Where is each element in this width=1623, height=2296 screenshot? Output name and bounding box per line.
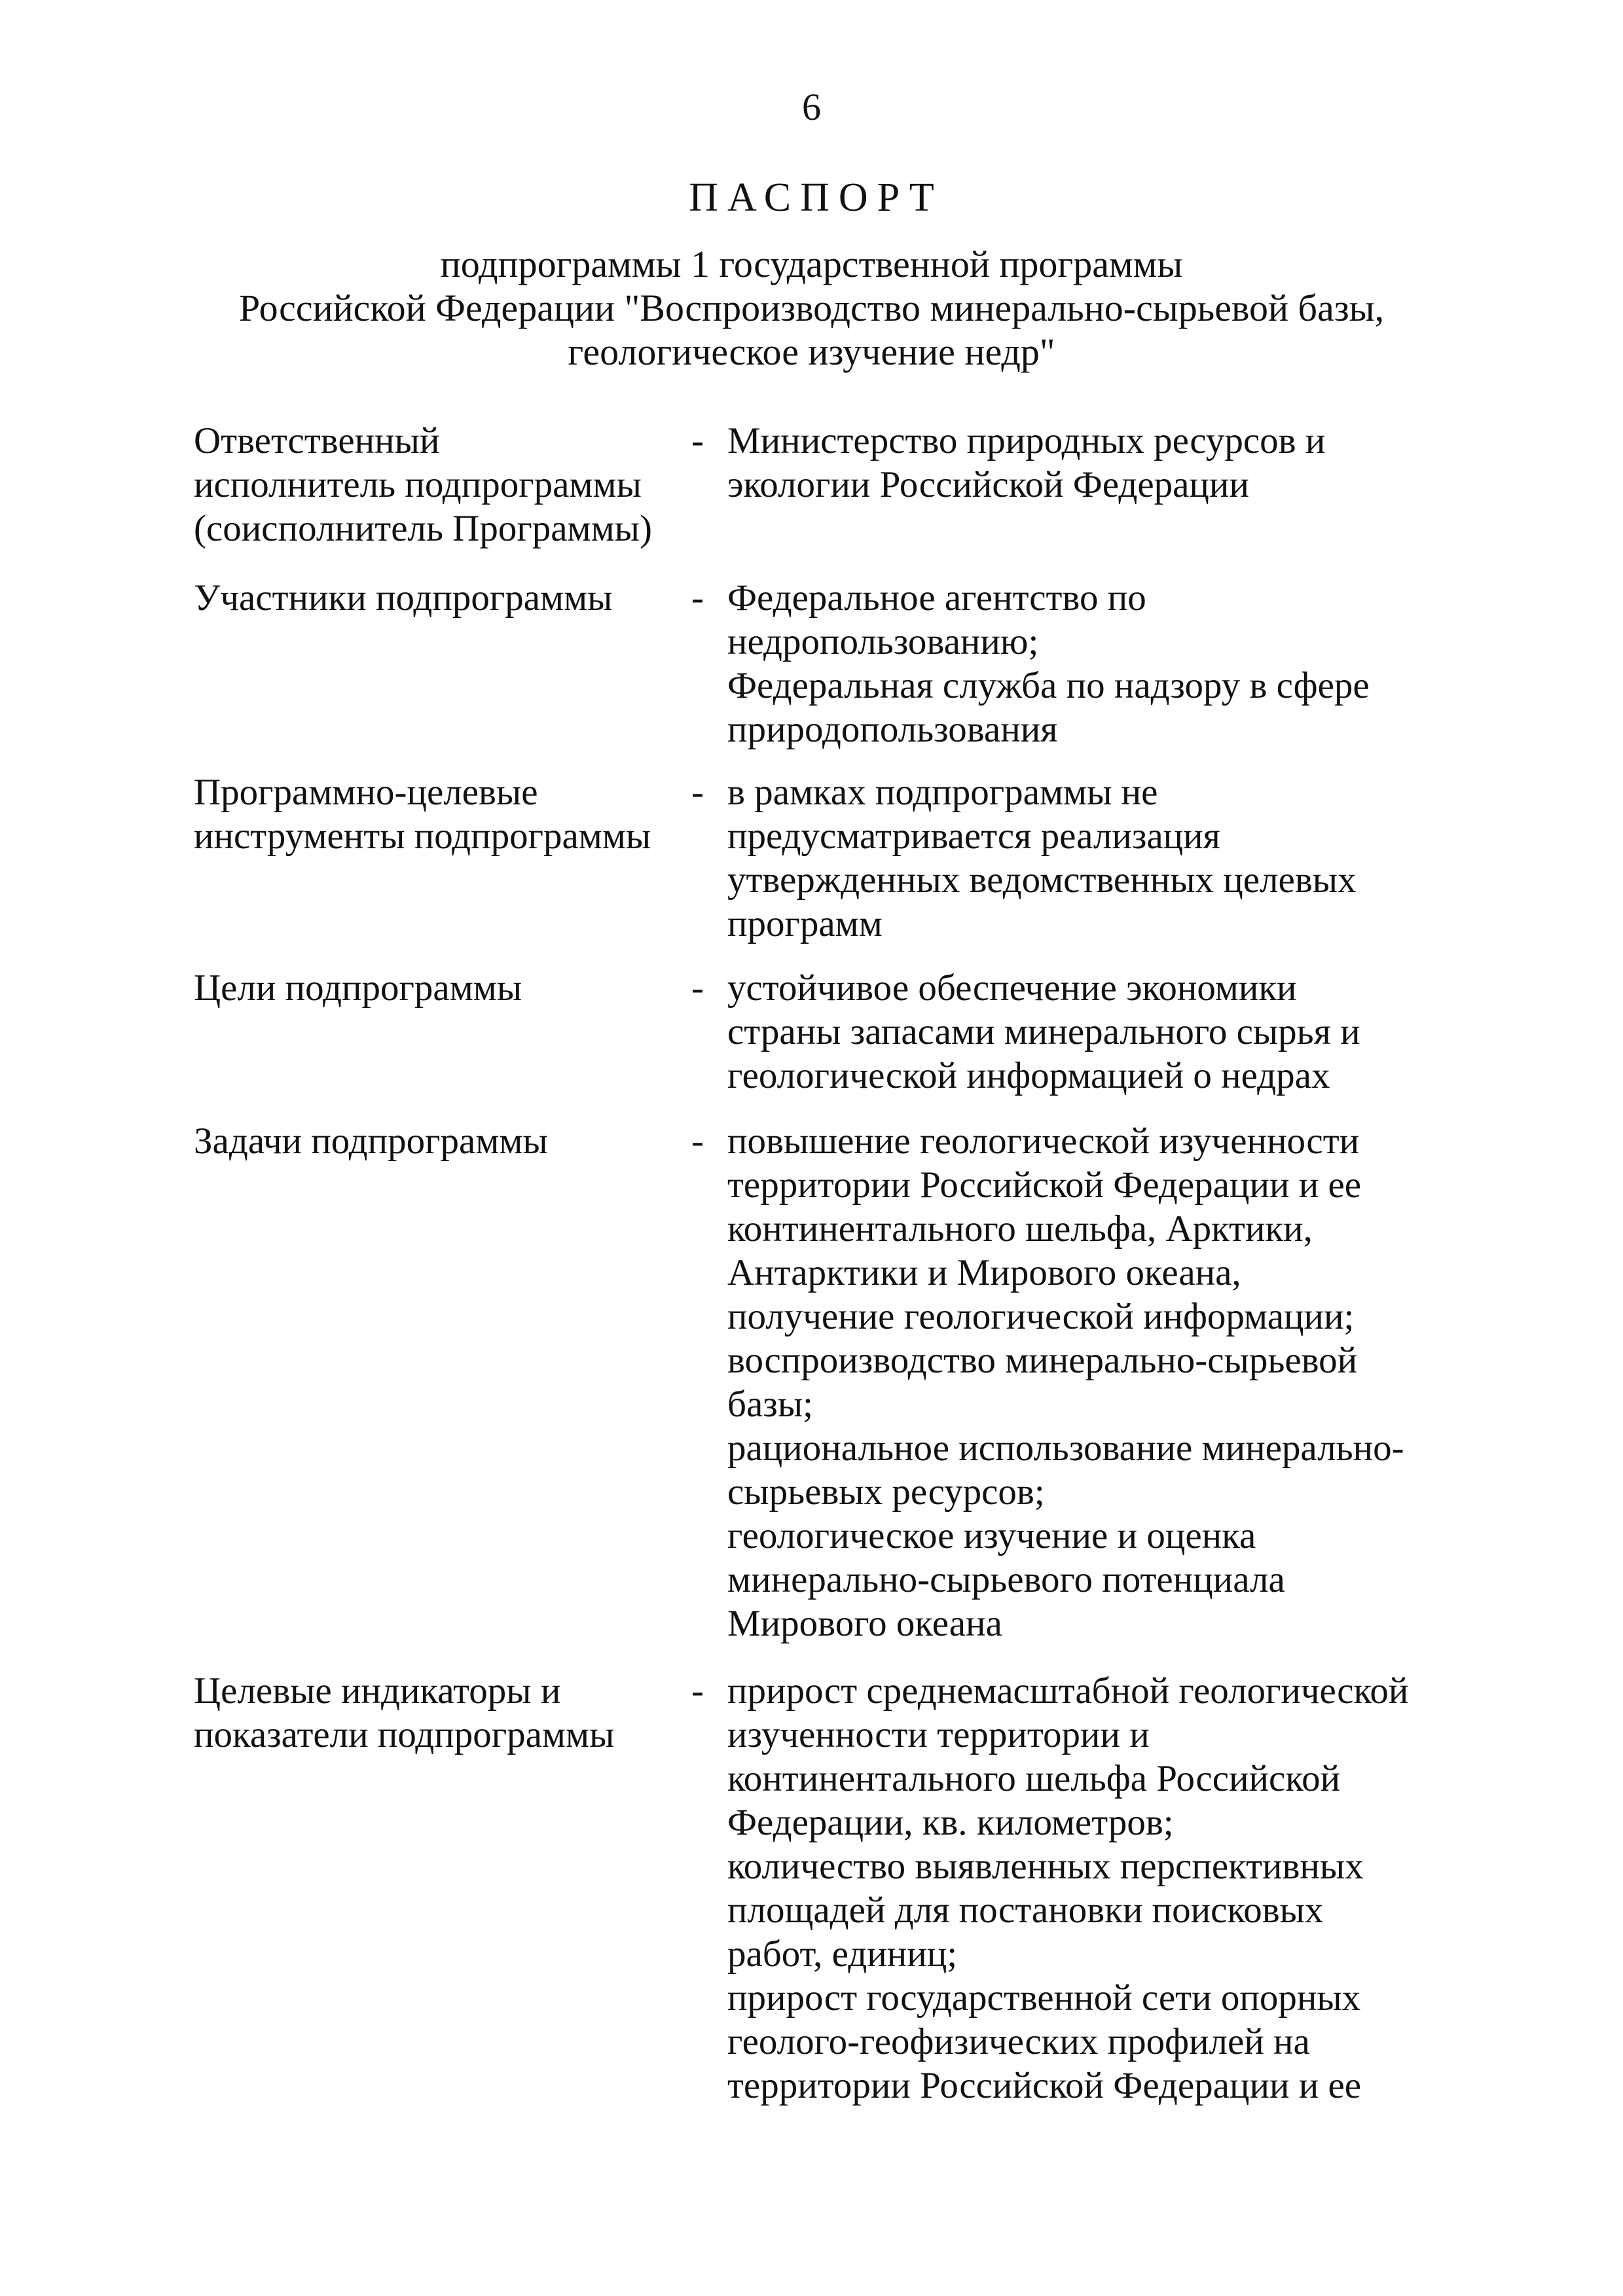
value-line: природопользования — [727, 709, 1058, 750]
value-line: континентального шельфа Российской — [727, 1758, 1341, 1799]
value-line: Федеральная служба по надзору в сфере — [727, 665, 1370, 706]
value-line: работ, единиц; — [727, 1933, 958, 1975]
label-line: Целевые индикаторы и — [194, 1670, 561, 1712]
row-dash: - — [691, 1121, 704, 1162]
row-value — [727, 1119, 1454, 1645]
subtitle-line: геологическое изучение недр" — [568, 331, 1055, 373]
value-line: Министерство природных ресурсов и — [727, 420, 1326, 461]
value-line: устойчивое обеспечение экономики — [727, 967, 1297, 1009]
page-number: 6 — [802, 86, 821, 128]
row-value — [727, 770, 1454, 946]
value-line: геолого-геофизических профилей на — [727, 2021, 1310, 2062]
value-line: экологии Российской Федерации — [727, 464, 1249, 505]
value-line: геологическое изучение и оценка — [727, 1515, 1256, 1556]
value-line: страны запасами минерального сырья и — [727, 1011, 1360, 1052]
value-line: Мирового океана — [727, 1603, 1002, 1644]
label-line: (соисполнитель Программы) — [194, 508, 652, 549]
row-dash: - — [691, 420, 704, 461]
row-label — [194, 1669, 678, 1757]
document-subtitle — [0, 242, 1623, 374]
value-line: программ — [727, 903, 883, 944]
value-line: территории Российской Федерации и ее — [727, 2065, 1362, 2106]
label-line: Ответственный — [194, 420, 440, 461]
value-line: количество выявленных перспективных — [727, 1846, 1364, 1887]
document-title: ПАСПОРТ — [689, 175, 943, 220]
row-label — [194, 966, 678, 1010]
value-line: повышение геологической изученности — [727, 1121, 1360, 1162]
value-line: рациональное использование минерально- — [727, 1427, 1404, 1469]
value-line: базы; — [727, 1384, 813, 1425]
row-dash: - — [691, 1670, 704, 1712]
row-dash: - — [691, 967, 704, 1009]
value-line: прирост государственной сети опорных — [727, 1977, 1361, 2018]
value-line: в рамках подпрограммы не — [727, 772, 1158, 813]
value-line: площадей для постановки поисковых — [727, 1890, 1324, 1931]
label-line: Участники подпрограммы — [194, 577, 613, 619]
label-line: Задачи подпрограммы — [194, 1121, 548, 1162]
row-value — [727, 419, 1454, 507]
row-label — [194, 1119, 678, 1163]
value-line: предусматривается реализация — [727, 816, 1220, 857]
row-value — [727, 966, 1454, 1098]
value-line: Антарктики и Мирового океана, — [727, 1252, 1241, 1293]
label-line: Цели подпрограммы — [194, 967, 522, 1009]
row-value — [727, 1669, 1454, 2108]
value-line: геологической информацией о недрах — [727, 1055, 1330, 1096]
subtitle-line: подпрограммы 1 государственной программы — [440, 243, 1183, 285]
row-label — [194, 770, 678, 858]
row-dash: - — [691, 577, 704, 619]
value-line: Федерации, кв. километров; — [727, 1802, 1174, 1843]
value-line: континентального шельфа, Арктики, — [727, 1208, 1313, 1249]
row-value — [727, 576, 1454, 751]
value-line: Федеральное агентство по — [727, 577, 1146, 619]
value-line: минерально-сырьевого потенциала — [727, 1559, 1285, 1600]
value-line: сырьевых ресурсов; — [727, 1471, 1045, 1513]
label-line: Программно-целевые — [194, 772, 538, 813]
value-line: изученности территории и — [727, 1714, 1150, 1755]
row-label — [194, 576, 678, 620]
label-line: показатели подпрограммы — [194, 1714, 615, 1755]
label-line: инструменты подпрограммы — [194, 816, 651, 857]
row-label — [194, 419, 678, 550]
row-dash: - — [691, 772, 704, 813]
value-line: территории Российской Федерации и ее — [727, 1164, 1362, 1206]
value-line: недропользованию; — [727, 621, 1039, 662]
label-line: исполнитель подпрограммы — [194, 464, 642, 505]
subtitle-line: Российской Федерации "Воспроизводство минерально-сырьевой базы, — [238, 287, 1385, 329]
value-line: утвержденных ведомственных целевых — [727, 859, 1357, 901]
value-line: воспроизводство минерально-сырьевой — [727, 1340, 1358, 1381]
value-line: прирост среднемасштабной геологической — [727, 1670, 1409, 1712]
value-line: получение геологической информации; — [727, 1296, 1355, 1337]
